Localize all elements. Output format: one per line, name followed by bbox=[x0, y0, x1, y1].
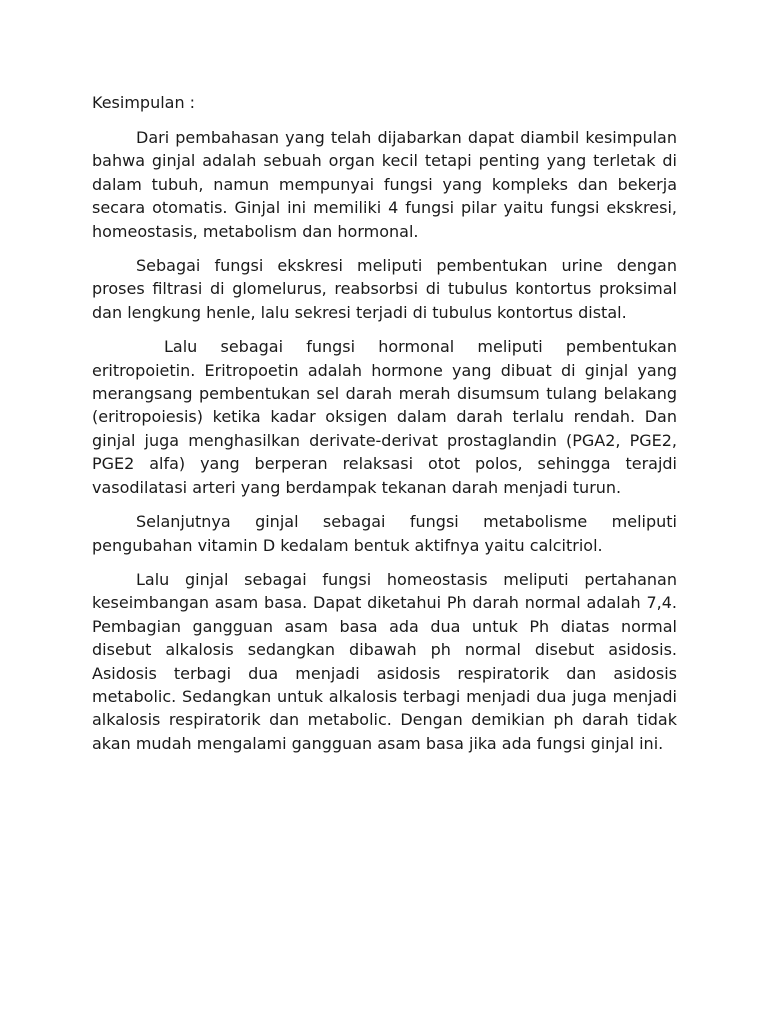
paragraph-homeostasis bbox=[92, 568, 677, 755]
paragraph-excretion bbox=[92, 254, 677, 324]
paragraph-text: Sebagai fungsi ekskresi meliputi pembentukan urine dengan proses filtrasi di glomelurus, reabsorbsi di tubulus kontortus proksimal dan lengkung henle, lalu sekresi terjadi di tubulus kontortus distal. bbox=[92, 256, 677, 322]
paragraph-text: Lalu sebagai fungsi hormonal meliputi pembentukan eritropoietin. Eritropoetin adalah hormone yang dibuat di ginjal yang merangsang pembentukan sel darah merah disumsum tulang belakang (eritropoiesis) ketika kadar oksigen dalam darah terlalu rendah. Dan ginjal juga menghasilkan derivate-derivat prostaglandin (PGA2, PGE2, PGE2 alfa) yang berperan relaksasi otot polos, sehingga terajdi vasodilatasi arteri yang berdampak tekanan darah menjadi turun. bbox=[92, 337, 677, 497]
document-page bbox=[92, 92, 677, 755]
paragraph-metabolism bbox=[92, 510, 677, 557]
paragraph-text: Selanjutnya ginjal sebagai fungsi metabolisme meliputi pengubahan vitamin D kedalam bentuk aktifnya yaitu calcitriol. bbox=[92, 512, 677, 555]
paragraph-hormonal bbox=[92, 335, 677, 499]
paragraph-summary bbox=[92, 126, 677, 243]
document-heading: Kesimpulan : bbox=[92, 93, 196, 112]
paragraph-text: Dari pembahasan yang telah dijabarkan dapat diambil kesimpulan bahwa ginjal adalah sebuah organ kecil tetapi penting yang terletak di dalam tubuh, namun mempunyai fungsi yang kompleks dan bekerja secara otomatis. Ginjal ini memiliki 4 fungsi pilar yaitu fungsi ekskresi, homeostasis, metabolism dan hormonal. bbox=[92, 128, 677, 241]
paragraph-text: Lalu ginjal sebagai fungsi homeostasis meliputi pertahanan keseimbangan asam basa. Dapat diketahui Ph darah normal adalah 7,4. Pembagian gangguan asam basa ada dua untuk Ph diatas normal disebut alkalosis sedangkan dibawah ph normal disebut asidosis. Asidosis terbagi dua menjadi asidosis respiratorik dan asidosis metabolic. Sedangkan untuk alkalosis terbagi menjadi dua juga menjadi alkalosis respiratorik dan metabolic. Dengan demikian ph darah tidak akan mudah mengalami gangguan asam basa jika ada fungsi ginjal ini. bbox=[92, 569, 677, 753]
